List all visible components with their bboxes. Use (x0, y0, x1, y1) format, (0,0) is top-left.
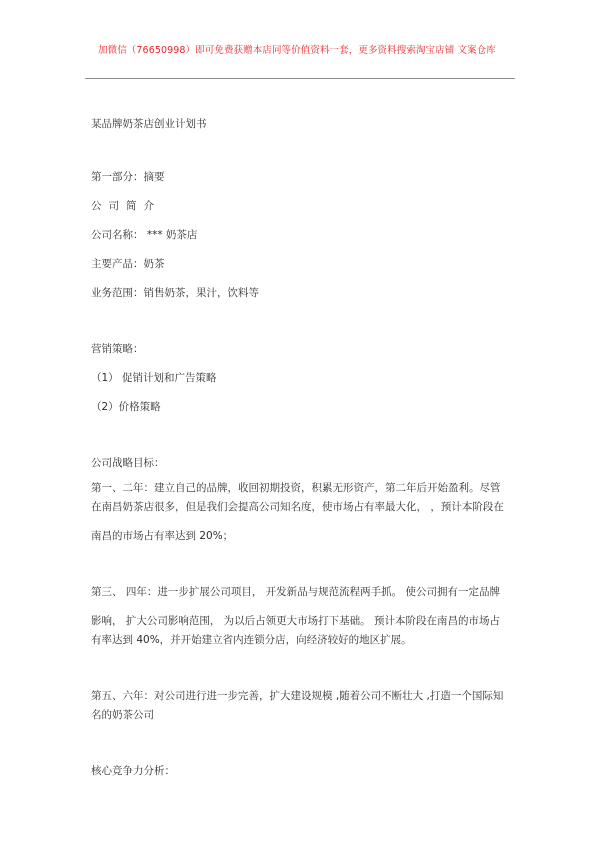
business-scope: 业务范围：销售奶茶，果汁，饮料等 (91, 287, 259, 299)
promo-header-note: 加微信（76650998）即可免费获赠本店同等价值资料一套，更多资料搜索淘宝店铺 文案仓库 (98, 45, 496, 56)
strategy-stage2-line: 影响， 扩大公司影响范围， 为以后占领更大市场打下基础。 预计本阶段在南昌的市场占 (91, 615, 501, 627)
marketing-item: （2）价格策略 (91, 401, 161, 413)
strategy-stage1-line: 南昌的市场占有率达到 20%； (91, 530, 234, 542)
document-title: 某品牌奶茶店创业计划书 (91, 118, 207, 130)
marketing-item: （1） 促销计划和广告策略 (91, 372, 217, 384)
main-product: 主要产品：奶茶 (91, 258, 165, 270)
strategy-stage1-line: 第一、二年：建立自己的品牌，收回初期投资，积累无形资产，第二年后开始盈利。尽管 (91, 482, 501, 494)
strategy-stage2-line: 有率达到 40%，并开始建立省内连锁分店，向经济较好的地区扩展。 (91, 634, 412, 646)
company-intro-heading: 公司简介 (91, 200, 161, 212)
core-competence-heading: 核心竞争力分析： (91, 765, 175, 777)
strategy-stage3-line: 名的奶茶公司 (91, 709, 154, 721)
strategy-stage2-line: 第三、 四年：进一步扩展公司项目， 开发新品与规范流程两手抓。 使公司拥有一定品牌 (91, 586, 501, 598)
marketing-heading: 营销策略： (91, 343, 144, 355)
header-divider (85, 78, 515, 79)
company-name: 公司名称： *** 奶茶店 (91, 229, 198, 241)
strategy-heading: 公司战略目标： (91, 457, 165, 469)
strategy-stage1-line: 在南昌奶茶店很多，但是我们会提高公司知名度，使市场占有率最大化， ，预计本阶段在 (91, 501, 504, 513)
part1-heading: 第一部分：摘要 (91, 171, 165, 183)
strategy-stage3-line: 第五、六年：对公司进行进一步完善，扩大建设规模 ,随着公司不断壮大 ,打造一个国际知 (91, 690, 504, 702)
